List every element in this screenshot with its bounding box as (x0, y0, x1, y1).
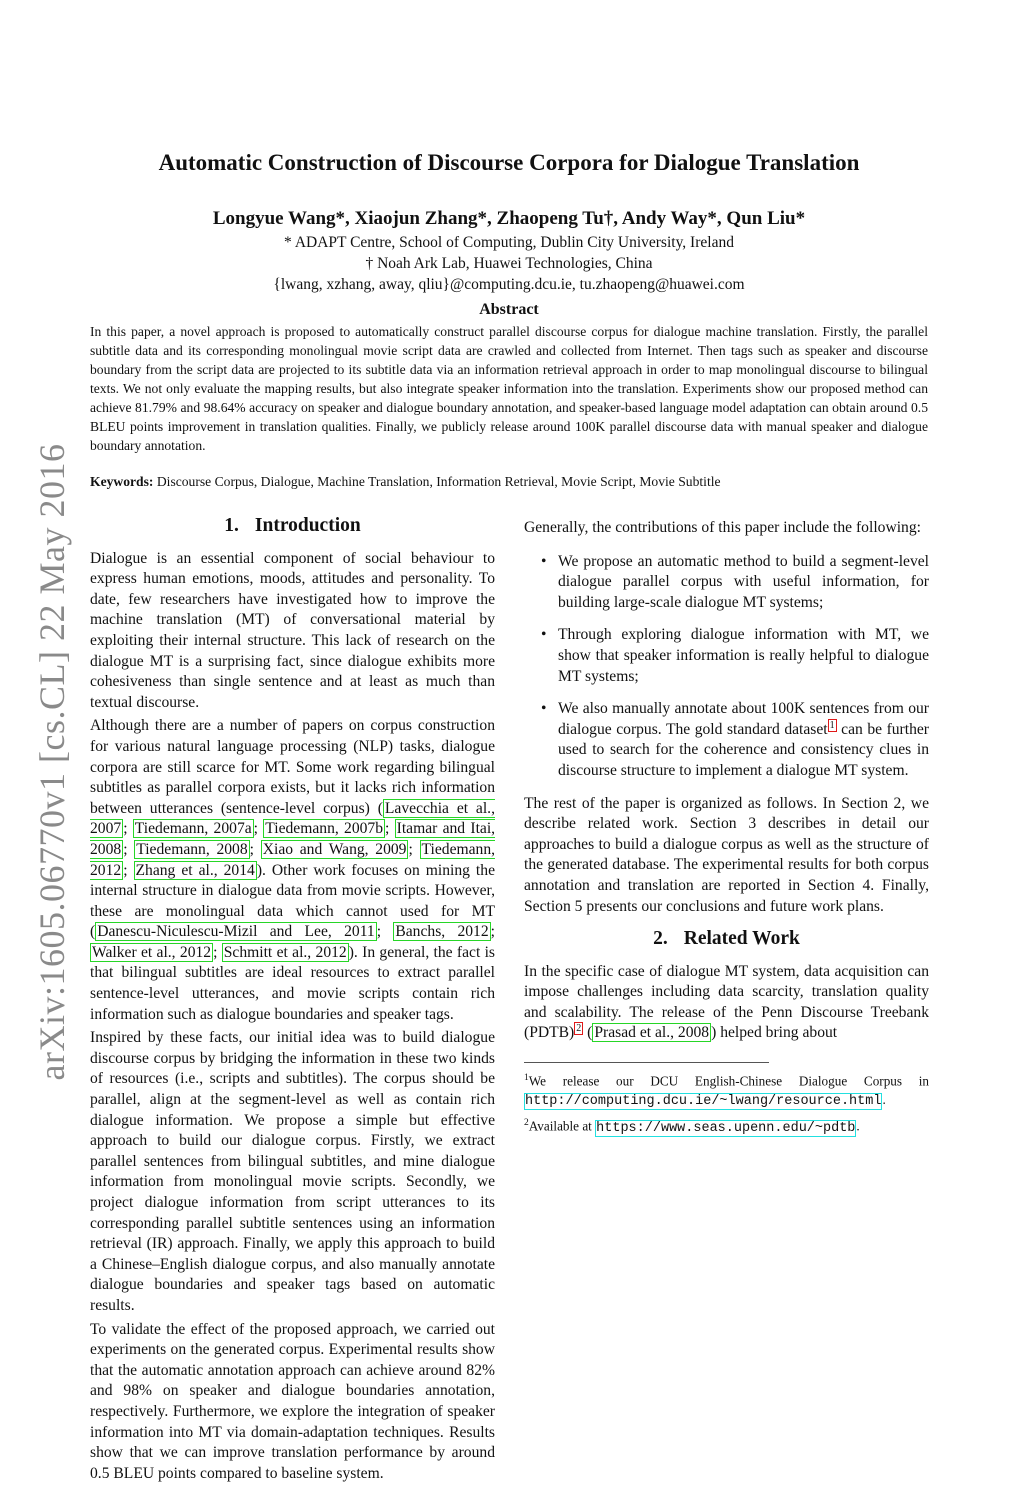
intro-paragraph-2: Although there are a number of papers on corpus construction for various natural language processing (NLP) tasks, dialogue corpora are still scarce for MT. Some work regarding bilingual subtitles as parallel corpora exists, but it lacks rich information between utterances (sentence-level corpus) ( Lavecchia et al., 2007 ; Tiedemann, 2007a ; Tiedemann, 2007b ; Itamar and Itai, 2008 ; Tiedemann, 2008 ; Xiao and Wang, 2009 ; Tiedemann, 2012 ; Zhang et al., 2014 ). Other work focuses on mining the internal structure in dialogue data from movie scripts. However, these are monolingual data which cannot used for MT ( Danescu-Niculescu-Mizil and Lee, 2011 ; Banchs, 2012 ; Walker et al., 2012 ; Schmitt et al., 2012 ). In general, the fact is that bilingual subtitles are ideal resources to extract parallel sentence-level utterances, and movie scripts contain rich information such as dialogue boundaries and speaker tags. (90, 717, 496, 1023)
citation-link[interactable]: Prasad et al., 2008 (594, 1024, 710, 1042)
citation-link[interactable]: Itamar and Itai, 2008 (90, 820, 496, 858)
intro-paragraph-5: Generally, the contributions of this paper include the following: (524, 519, 921, 536)
citation-link[interactable]: Danescu-Niculescu-Mizil and Lee, 2011 (97, 923, 375, 941)
list-item-text: Through exploring dialogue information with MT, we show that speaker information is really helpful to dialogue MT systems; (558, 626, 929, 685)
section-heading-introduction (90, 516, 495, 537)
affiliation-adapt: * ADAPT Centre, School of Computing, Dublin City University, Ireland (284, 234, 734, 251)
bullet-icon: • (541, 626, 547, 644)
affiliation-huawei: † Noah Ark Lab, Huawei Technologies, China (365, 255, 653, 272)
section-number: 1. (224, 515, 239, 536)
paragraph-text: In the specific case of dialogue MT system, data acquisition can impose challenges including data scarcity, translation quality and scalability. The release of the Penn Discourse Treebank (PDTB) (524, 962, 929, 1042)
citation-link[interactable]: Lavecchia et al., 2007 (90, 799, 495, 838)
footnote-link[interactable]: 2 (576, 1023, 582, 1035)
citation-link[interactable]: Tiedemann, 2008 (136, 840, 248, 858)
citation-link[interactable]: Tiedemann, 2007a (134, 820, 252, 838)
intro-paragraph-4: To validate the effect of the proposed approach, we carried out experiments on the generated corpus. Experimental results show that the automatic annotation approach can achieve around 82% and 98% on speaker and dialogue boundaries annotation, respectively. Furthermore, we explore the integration of speaker information into MT via domain-adaptation techniques. Results show that we can improve translation performance by around 0.5 BLEU points compared to baseline system. (90, 1320, 495, 1482)
citation-link[interactable]: Zhang et al., 2014 (135, 861, 255, 879)
list-item-text: We also manually annotate about 100K sentences from our dialogue corpus. The gold standard dataset (558, 700, 929, 738)
footnote-text: Available at (528, 1118, 592, 1134)
footnote-divider (524, 1062, 769, 1063)
footnote-1: $^1$We release our DCU English-Chinese Dialogue Corpus in http://computing.dcu.ie/~lwang/resource.html. (524, 1073, 929, 1110)
citation-link[interactable]: Xiao and Wang, 2009 (262, 840, 407, 858)
keywords-label: Keywords: (90, 474, 154, 489)
right-column (524, 518, 929, 1141)
citation-link[interactable]: Tiedemann, 2007b (265, 820, 384, 838)
abstract-body: In this paper, a novel approach is proposed to automatically construct parallel discourse corpus for dialogue machine translation. Firstly, the parallel subtitle data and its corresponding monolingual movie script data are crawled and collected from Internet. Then tags such as speaker and discourse boundary from the script data are projected to its subtitle data via an information retrieval approach in order to map monolingual discourse to bilingual texts. We not only evaluate the mapping results, but also integrate speaker information into the translation. Experiments show our proposed method can achieve 81.79% and 98.64% accuracy on speaker and dialogue boundary annotation, and speaker-based language model adaptation can obtain around 0.5 BLEU points improvement in translation qualities. Finally, we publicly release around 100K parallel discourse data with manual speaker and dialogue boundary annotation. (90, 324, 928, 453)
related-paragraph-1: In the specific case of dialogue MT system, data acquisition can impose challenges including data scarcity, translation quality and scalability. The release of the Penn Discourse Treebank (PDTB) $^2$ ( Prasad et al., 2008 ) helped bring about (524, 962, 929, 1042)
abstract-heading: Abstract (479, 301, 539, 318)
list-item-text: We propose an automatic method to build a segment-level dialogue parallel corpus with useful information, for building large-scale dialogue MT systems; (558, 552, 929, 611)
section-heading-related-work (524, 929, 929, 950)
section-title: Related Work (683, 928, 800, 950)
author-list: Longyue Wang*, Xiaojun Zhang*, Zhaopeng Tu†, Andy Way*, Qun Liu* (212, 208, 806, 229)
keywords (90, 474, 928, 490)
citation-link[interactable]: Banchs, 2012 (395, 923, 489, 941)
footnote-marker: 1 (524, 1073, 529, 1084)
footnote-link[interactable]: 1 (829, 719, 835, 731)
intro-paragraph-6: The rest of the paper is organized as follows. In Section 2, we describe related work. Section 3 describes in detail our approaches to build a dialogue corpus as well as the structure of the generated database. The experimental results for both corpus annotation and translation are reported in Section 4. Finally, Section 5 presents our conclusions and future work plans. (524, 794, 929, 915)
bullet-icon: • (541, 700, 547, 718)
arxiv-stamp: arXiv:1605.06770v1 [cs.CL] 22 May 2016 (32, 443, 72, 1081)
list-item-text: can be further used to search for the coherence and consistency clues in discourse structure to implement a dialogue MT system. (558, 720, 929, 779)
citation-link[interactable]: Walker et al., 2012 (92, 943, 212, 961)
footnote-marker: 2 (524, 1118, 529, 1129)
list-item (541, 625, 929, 687)
paper-title: Automatic Construction of Discourse Corpora for Dialogue Translation (158, 150, 860, 175)
section-number: 2. (653, 928, 668, 950)
paragraph-text: ) helped bring about (711, 1024, 838, 1042)
left-column (90, 516, 495, 1487)
paragraph-text: ). Other work focuses on mining the internal structure in dialogue data from movie scripts. However, these are monolingual data which cannot used for MT ( (90, 861, 495, 941)
footnote-text: We release our DCU English-Chinese Dialogue Corpus in (528, 1073, 929, 1089)
author-emails: {lwang, xzhang, away, qliu}@computing.dcu.ie, tu.zhaopeng@huawei.com (273, 276, 745, 293)
list-item (541, 699, 929, 781)
list-item (541, 552, 929, 614)
citation-link[interactable]: Tiedemann, 2012 (90, 840, 496, 879)
citation-link[interactable]: Schmitt et al., 2012 (223, 943, 347, 961)
contribution-list (524, 552, 929, 782)
footnote-2: $^2$Available at https://www.seas.upenn.edu/~pdtb. (524, 1118, 860, 1136)
paragraph-text: Although there are a number of papers on corpus construction for various natural language processing (NLP) tasks, dialogue corpora are still scarce for MT. Some work regarding bilingual subtitles as parallel corpora exists, but it lacks rich information between utterances (sentence-level corpus) ( (90, 717, 495, 817)
footnote-url-link[interactable]: https://www.seas.upenn.edu/~pdtb (596, 1120, 856, 1136)
section-title: Introduction (254, 515, 361, 536)
intro-paragraph-1: Dialogue is an essential component of social behaviour to express human emotions, moods, attitudes and personality. To date, few researchers have investigated how to improve the machine translation (MT) of conversational material by exploiting their internal structure. This lack of research on the dialogue MT is a surprising fact, since dialogue exhibits more cohesiveness than single sentence and at least as much than textual discourse. (90, 549, 495, 711)
footnote-url-link[interactable]: http://computing.dcu.ie/~lwang/resource.html (525, 1094, 882, 1110)
paragraph-text: ). In general, the fact is that bilingual subtitles are ideal resources to extract parallel sentence-level utterances, and movie scripts contain rich information such as dialogue boundaries and speaker tags. (90, 943, 495, 1023)
bullet-icon: • (541, 552, 547, 570)
intro-paragraph-3: Inspired by these facts, our initial idea was to build dialogue discourse corpus by bridging the information in these two kinds of resources (i.e., scripts and subtitles). The corpus should be parallel, align at the segment-level as well as contain rich dialogue information. We propose a simple but effective approach to build our dialogue corpus. Firstly, we extract parallel sentences from bilingual subtitles, and mine dialogue information from monolingual movie scripts. Secondly, we project dialogue information from script utterances to its corresponding parallel subtitle sentences using an information retrieval (IR) approach. Finally, we apply this approach to build a Chinese–English dialogue corpus, and also manually annotate dialogue boundaries and speaker tags based on automatic results. (90, 1029, 495, 1314)
keywords-text: Discourse Corpus, Dialogue, Machine Translation, Information Retrieval, Movie Script, Movie Subtitle (156, 474, 721, 489)
